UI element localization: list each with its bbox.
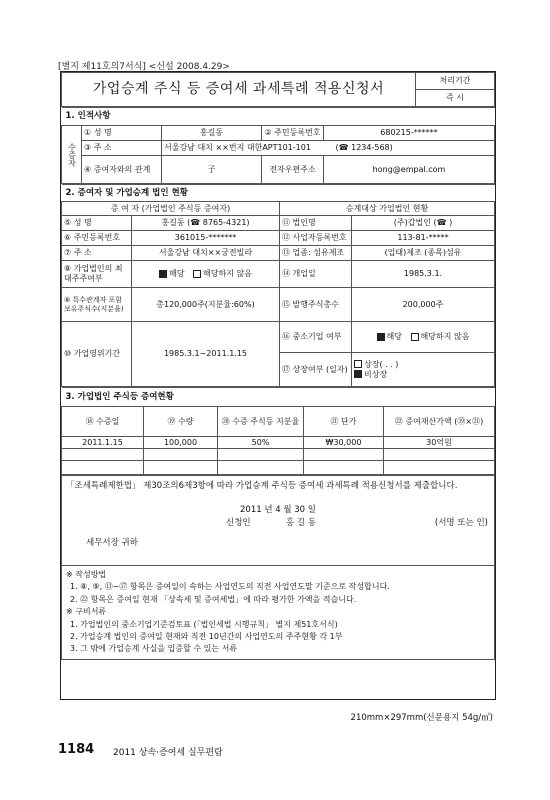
note-line: ※ 작성방법 <box>66 570 107 579</box>
checkbox-checked-icon <box>377 333 385 341</box>
open-date-label: ⑭ 개업일 <box>280 261 352 288</box>
business-period-label: ⑩ 가업영위기간 <box>62 322 132 387</box>
donor-name-value: 홍길동 (☎ 8765-4321) <box>132 216 280 231</box>
section3-title: 3. 가업법인 주식등 증여현황 <box>62 388 495 407</box>
business-period-value: 1985.3.1∼2011.1.15 <box>132 322 280 387</box>
declaration-cell <box>62 476 495 566</box>
email-label: 전자우편주소 <box>262 156 324 184</box>
col-header-quantity: ⑲ 수량 <box>144 407 218 437</box>
sme-yes-label: 해당 <box>386 332 402 341</box>
processing-label: 처리기간 <box>416 73 495 90</box>
col-header-ratio: ⑳ 수증 주식등 지분율 <box>218 407 304 437</box>
major-shareholder-options <box>132 261 280 288</box>
note-line: 3. 그 밖에 가업승계 사실을 입증할 수 있는 서류 <box>70 644 238 654</box>
rrn-label: ② 주민등록번호 <box>262 126 324 141</box>
recipient-side-label: 수증자 <box>62 126 82 184</box>
col-header-price: ㉑ 단가 <box>304 407 384 437</box>
checkbox-empty-icon <box>193 270 201 278</box>
processing-value: 즉 시 <box>416 90 495 107</box>
address-value: 서울강남 대치 ××번지 대한APT101-101 <box>164 143 311 152</box>
sme-options <box>352 322 495 353</box>
major-shareholder-label: ⑧ 가업법인의 최대주주여부 <box>62 261 132 288</box>
personal-info-table <box>61 107 495 184</box>
empty-cell <box>304 461 384 475</box>
donor-rrn-label: ⑥ 주민등록번호 <box>62 231 132 246</box>
industry-value: (업태)제조 (종목)섬유 <box>352 246 495 261</box>
table-cell: ₩30,000 <box>304 437 384 449</box>
table-cell: 30억원 <box>384 437 495 449</box>
note-line: 2. ㉒ 항목은 증여일 현재 「상속세 및 증여세법」에 따라 평가한 가액을 적습니다. <box>70 594 357 604</box>
relation-label: ④ 증여자와의 관계 <box>82 156 162 184</box>
paper-size-note: 210mm×297mm(신문용지 54g/㎡) <box>350 713 493 723</box>
unlisted-label: 비상장 <box>364 369 388 379</box>
listing-label: ⑰ 상장여부 (일자) <box>280 353 352 387</box>
empty-cell <box>304 449 384 461</box>
phone-value: (☎ 1234-568) <box>335 143 393 152</box>
declaration-statement: 「조세특례제한법」 제30조의6제3항에 따라 가업승계 주식등 증여세 과세특례 적용신청서를 제출합니다. <box>66 481 458 491</box>
applicant-name: 홍 길 동 <box>286 518 317 529</box>
table-cell: 2011.1.15 <box>62 437 144 449</box>
note-line: 1. ⑧, ⑨, ⑬∼⑰ 항목은 증여일이 속하는 사업연도의 직전 사업연도말 기준으로 작성합니다. <box>70 582 390 592</box>
corp-name-label: ⑪ 법인명 <box>280 216 352 231</box>
checkbox-empty-icon <box>354 360 362 368</box>
donor-heading: 증 여 자 (가업법인 주식등 증여자) <box>62 202 280 216</box>
biz-reg-label: ⑫ 사업자등록번호 <box>280 231 352 246</box>
relation-value: 子 <box>162 156 262 184</box>
total-shares-value: 200,000주 <box>352 288 495 322</box>
book-title: 2011 상속·증여세 실무편람 <box>113 748 223 758</box>
shares-held-label: ⑨ 특수관계자 포함 보유주식수(지분율) <box>62 288 132 322</box>
biz-reg-value: 113-81-***** <box>352 231 495 246</box>
form-title: 가업승계 주식 등 증여세 과세특례 적용신청서 <box>62 73 416 107</box>
note-line: 1. 가업법인의 중소기업기준검토표 (「법인세법 시행규칙」 별지 제51호서식) <box>70 619 338 629</box>
corp-name-value: (주)갑법인 (☎ ) <box>352 216 495 231</box>
section1-title: 1. 인적사항 <box>62 108 495 126</box>
col-header-value: ㉒ 증여재산가액 (⑲×㉑) <box>384 407 495 437</box>
email-value: hong@empal.com <box>324 156 495 184</box>
corp-heading: 승계대상 가업법인 현황 <box>280 202 495 216</box>
industry-label: ⑬ 업종: 섬유제조 <box>280 246 352 261</box>
empty-cell <box>144 461 218 475</box>
rrn-value: 680215-****** <box>324 126 495 141</box>
signature-label: (서명 또는 인) <box>434 518 488 529</box>
donor-address-label: ⑦ 주 소 <box>62 246 132 261</box>
empty-cell <box>62 461 144 475</box>
empty-cell <box>218 449 304 461</box>
form-header: [별지 제11호의7서식] <신설 2008.4.29> <box>58 62 230 72</box>
name-value: 홍길동 <box>162 126 262 141</box>
listed-label: 상장( . . ) <box>364 359 399 369</box>
note-line: ※ 구비서류 <box>66 607 107 617</box>
address-cell <box>162 141 495 156</box>
major-no-label: 해당하지 않음 <box>203 269 252 278</box>
address-label: ③ 주 소 <box>82 141 162 156</box>
open-date-value: 1985.3.1. <box>352 261 495 288</box>
empty-cell <box>218 461 304 475</box>
note-line: 2. 가업승계 법인의 증여일 현재와 직전 10년간의 사업연도의 주주현황 각 1부 <box>70 631 343 641</box>
major-yes-label: 해당 <box>169 269 185 278</box>
gift-status-table <box>61 387 495 475</box>
empty-cell <box>384 449 495 461</box>
title-table <box>61 72 495 107</box>
donor-corp-table <box>61 184 495 387</box>
donor-rrn-value: 361015-******* <box>132 231 280 246</box>
empty-cell <box>144 449 218 461</box>
empty-cell <box>384 461 495 475</box>
application-form <box>60 71 496 700</box>
table-cell: 50% <box>218 437 304 449</box>
addressee: 세무서장 귀하 <box>86 538 138 549</box>
applicant-line <box>66 517 490 531</box>
shares-held-value: 총120,000주(지분율:60%) <box>132 288 280 322</box>
date-line: 2011 년 4 월 30 일 <box>240 504 316 515</box>
name-label: ① 성 명 <box>82 126 162 141</box>
empty-cell <box>62 449 144 461</box>
table-cell: 100,000 <box>144 437 218 449</box>
declaration-table <box>61 475 495 660</box>
checkbox-checked-icon <box>159 270 167 278</box>
checkbox-checked-icon <box>354 370 362 378</box>
section2-title: 2. 증여자 및 가업승계 법인 현황 <box>62 185 495 202</box>
col-header-date: ⑱ 수증일 <box>62 407 144 437</box>
donor-address-value: 서울강남 대치××궁전빌라 <box>132 246 280 261</box>
sme-label: ⑯ 중소기업 여부 <box>280 322 352 353</box>
notes-cell <box>62 566 495 660</box>
donor-name-label: ⑤ 성 명 <box>62 216 132 231</box>
page-number: 1184 <box>58 742 95 757</box>
sme-no-label: 해당하지 않음 <box>420 332 470 341</box>
total-shares-label: ⑮ 발행주식총수 <box>280 288 352 322</box>
listing-options <box>352 353 495 387</box>
applicant-label: 신청인 <box>226 518 251 529</box>
checkbox-empty-icon <box>411 333 419 341</box>
